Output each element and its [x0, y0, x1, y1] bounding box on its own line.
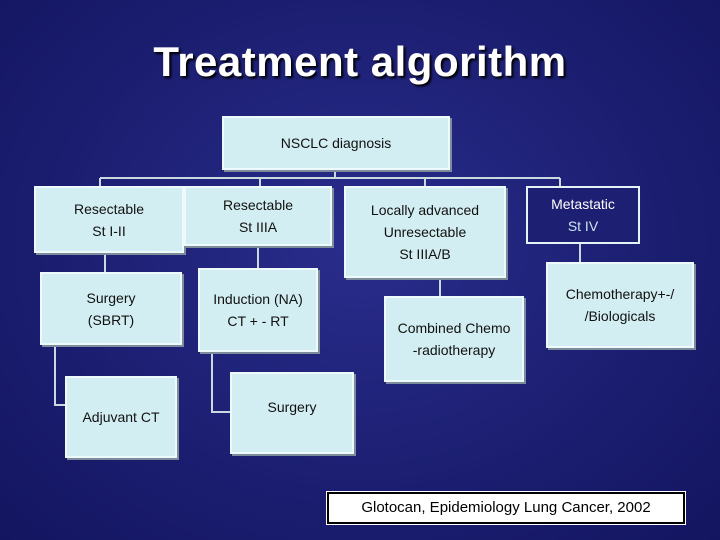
connector-induction-to-surgery — [212, 352, 230, 412]
node-label-line-2: CT + - RT — [227, 313, 289, 329]
connector-surgery-to-adjuvant — [55, 345, 65, 405]
node-nsclc-diagnosis — [222, 116, 450, 170]
node-surgery-after-induction — [230, 372, 354, 454]
node-label-line-2: -radiotherapy — [412, 342, 496, 358]
node-resectable-st-iiia — [184, 186, 332, 246]
node-chemotherapy-biologicals — [546, 262, 694, 348]
node-locally-advanced — [344, 186, 506, 278]
node-label-line-1: Induction (NA) — [213, 291, 303, 307]
node-label: Adjuvant CT — [82, 409, 160, 425]
node-resectable-st-i-ii — [34, 186, 184, 253]
node-label-line-2: (SBRT) — [87, 311, 135, 328]
node-label: NSCLC diagnosis — [280, 135, 392, 151]
node-label: Surgery — [267, 399, 317, 415]
node-label-line-2: /Biologicals — [584, 308, 656, 324]
citation-box: Glotocan, Epidemiology Lung Cancer, 2002 — [327, 492, 685, 524]
node-label-line-2: Unresectable — [383, 224, 467, 240]
node-label-line-2: St IIIA — [238, 219, 278, 235]
node-label-line-1: Resectable — [73, 200, 145, 217]
node-combined-chemoradiotherapy — [384, 296, 524, 382]
node-label-line-1: Resectable — [222, 197, 294, 213]
slide-title: Treatment algorithm — [153, 38, 567, 85]
node-adjuvant-ct — [65, 376, 177, 458]
node-label-line-3: St IIIA/B — [399, 246, 451, 262]
node-label-line-1: Chemotherapy+-/ — [565, 286, 675, 302]
node-label-line-1: Surgery — [86, 289, 136, 306]
node-induction-ct-rt — [198, 268, 318, 352]
node-surgery-sbrt — [40, 272, 182, 345]
connector-root-bus — [100, 170, 560, 178]
node-label-line-2: St IV — [567, 218, 599, 234]
node-metastatic-st-iv — [526, 186, 640, 244]
node-label-line-1: Locally advanced — [370, 202, 480, 218]
node-label-line-2: St I-II — [92, 222, 126, 239]
node-label-line-1: Metastatic — [551, 196, 615, 212]
node-label-line-1: Combined Chemo — [397, 320, 511, 336]
